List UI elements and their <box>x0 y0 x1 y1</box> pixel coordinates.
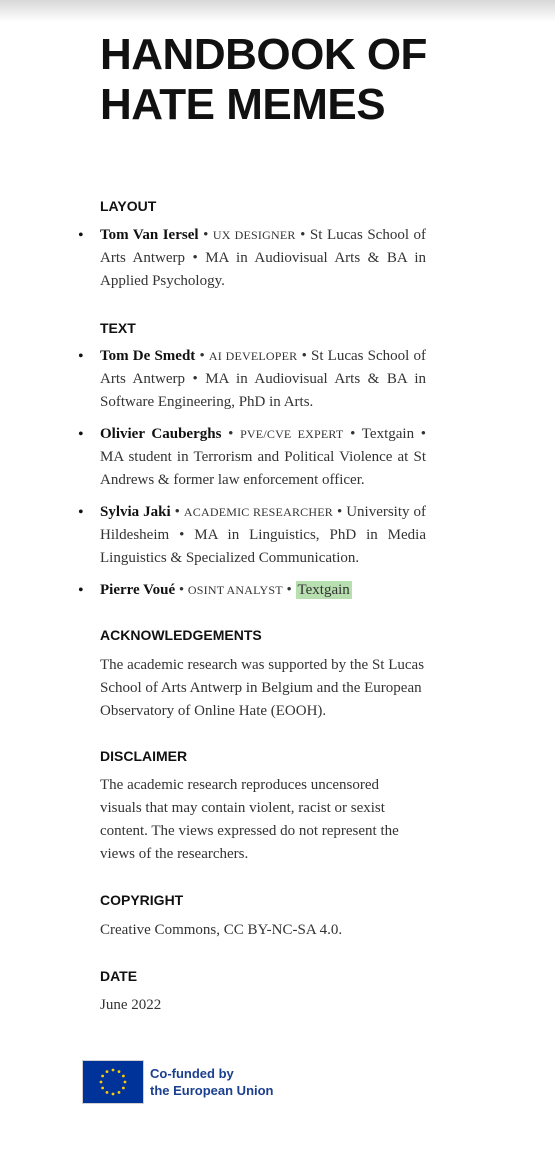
credit-item <box>78 345 426 414</box>
separator: • <box>336 504 343 520</box>
separator: • <box>286 582 292 598</box>
title-line-2: HATE MEMES <box>100 80 386 129</box>
date-text: June 2022 <box>100 997 162 1013</box>
layout-credits-list <box>78 224 427 293</box>
separator: • <box>203 227 209 243</box>
credit-name: Tom Van Iersel <box>100 227 199 243</box>
eu-funding-text <box>150 1065 274 1099</box>
eu-star <box>100 1081 103 1084</box>
acknowledgements-heading: ACKNOWLEDGEMENTS <box>100 627 262 643</box>
date-heading: DATE <box>100 968 138 984</box>
acknowledgements-text: The academic research was supported by the St Lucas School of Arts Antwerp in Belgium and the European Observatory of Online Hate (EOOH). <box>100 657 425 719</box>
eu-star <box>101 1087 104 1090</box>
credit-details: University of Hildesheim • MA in Linguistics, PhD in Media Linguistics & Specialized Communication. <box>100 504 426 566</box>
credit-details: St Lucas School of Arts Antwerp • MA in Audiovisual Arts & BA in Applied Psychology. <box>100 227 427 289</box>
separator: • <box>199 348 205 364</box>
title-line-1: HANDBOOK OF <box>100 30 427 79</box>
copyright-heading: COPYRIGHT <box>100 892 184 908</box>
credit-name: Tom De Smedt <box>100 348 196 364</box>
layout-heading: LAYOUT <box>100 198 157 214</box>
bullet-icon: • <box>78 582 84 599</box>
eu-star <box>122 1075 125 1078</box>
eu-line-2: the European Union <box>150 1083 274 1098</box>
eu-star <box>118 1070 121 1073</box>
top-shadow <box>0 0 555 22</box>
eu-star <box>101 1075 104 1078</box>
separator: • <box>350 426 356 442</box>
credit-item <box>78 501 426 570</box>
separator: • <box>178 582 185 598</box>
credit-item <box>78 579 426 602</box>
highlighted-organization: Textgain <box>297 582 350 598</box>
eu-star <box>124 1081 127 1084</box>
separator: • <box>174 504 180 520</box>
credit-role: AI DEVELOPER <box>208 349 298 363</box>
credit-name: Pierre Voué <box>100 582 176 598</box>
eu-star <box>112 1093 115 1096</box>
disclaimer-text: The academic research reproduces uncensored visuals that may contain violent, racist or sexist content. The views expressed do not represent the views of the researchers. <box>100 777 399 862</box>
credit-item <box>78 423 426 492</box>
credit-role: ACADEMIC RESEARCHER <box>183 505 333 519</box>
eu-star <box>106 1070 109 1073</box>
document-title <box>100 30 427 130</box>
eu-flag-icon <box>82 1060 144 1104</box>
separator: • <box>301 348 307 364</box>
credit-name: Sylvia Jaki <box>100 504 171 520</box>
eu-funding-logo <box>82 1060 274 1104</box>
text-credits-list <box>78 345 426 602</box>
eu-line-1: Co-funded by <box>150 1066 234 1081</box>
disclaimer-heading: DISCLAIMER <box>100 748 188 764</box>
eu-star <box>106 1091 109 1094</box>
credit-name: Olivier Cauberghs <box>100 426 222 442</box>
bullet-icon: • <box>78 348 84 365</box>
text-heading: TEXT <box>100 320 136 336</box>
copyright-text: Creative Commons, CC BY-NC-SA 4.0. <box>100 922 343 938</box>
credit-item <box>78 224 427 293</box>
bullet-icon: • <box>78 227 84 244</box>
credit-role: PVE/CVE EXPERT <box>240 427 344 441</box>
credit-details: St Lucas School of Arts Antwerp • MA in Audiovisual Arts & BA in Software Engineering, PhD in Arts. <box>100 348 426 410</box>
bullet-icon: • <box>78 426 84 443</box>
separator: • <box>300 227 306 243</box>
eu-stars <box>83 1061 143 1103</box>
eu-star <box>112 1069 115 1072</box>
eu-star <box>122 1087 125 1090</box>
credit-role: OSINT ANALYST <box>187 583 283 597</box>
bullet-icon: • <box>78 504 84 521</box>
separator: • <box>228 426 234 442</box>
credit-details: Textgain • MA student in Terrorism and Political Violence at St Andrews & former law enforcement officer. <box>100 426 426 488</box>
credit-role: UX DESIGNER <box>212 228 296 242</box>
eu-star <box>118 1091 121 1094</box>
